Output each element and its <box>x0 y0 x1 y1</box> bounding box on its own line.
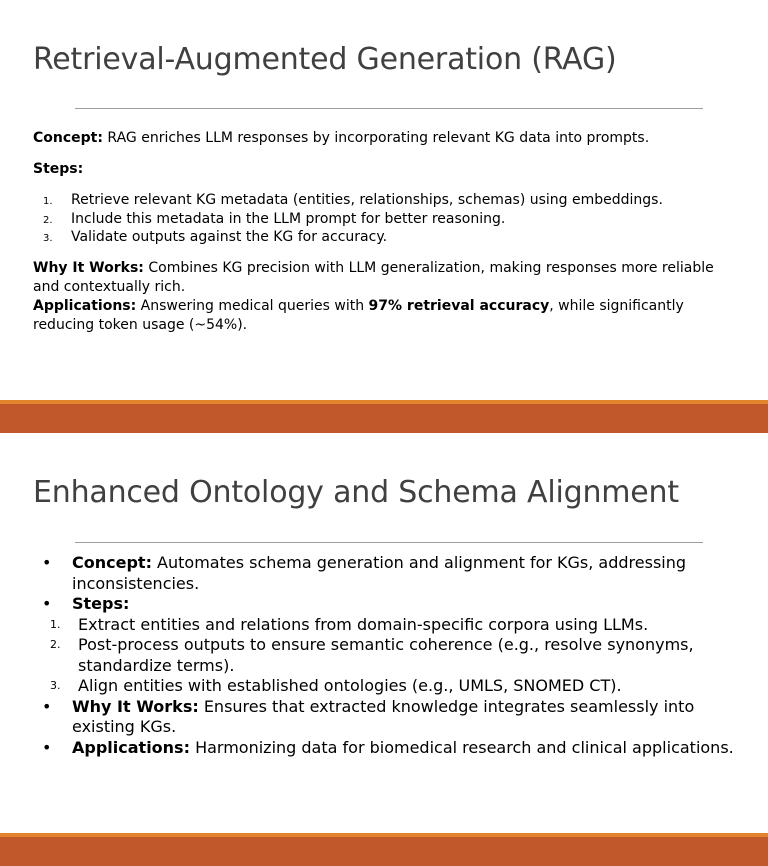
list-item <box>40 635 740 676</box>
applications-text-end: , while significantly reducing token usage (~54%). <box>33 297 684 333</box>
why-label: Why It Works: <box>72 696 199 716</box>
steps-label: Steps: <box>72 594 130 613</box>
applications-text: Harmonizing data for biomedical research and clinical applications. <box>189 737 734 757</box>
concept-text: Automates schema generation and alignment for KGs, addressing inconsistencies. <box>72 553 687 593</box>
bullet-concept <box>40 553 740 594</box>
title-divider <box>75 108 703 109</box>
step-text: Extract entities and relations from domain-specific corpora using LLMs. <box>78 614 649 634</box>
bullet-why <box>40 697 740 738</box>
step-number: 2. <box>50 638 61 651</box>
step-number: 3. <box>43 233 53 244</box>
applications-text: Answering medical queries with <box>136 297 369 314</box>
bullet-steps <box>40 594 740 615</box>
slide-footer-bar <box>0 833 768 866</box>
why-text: Combines KG precision with LLM generalization, making responses more reliable and contextually rich. <box>33 259 714 295</box>
why-paragraph <box>33 259 728 297</box>
bullet-icon: • <box>42 553 52 572</box>
step-number: 1. <box>43 196 53 207</box>
list-item <box>33 228 728 247</box>
slide-title: Retrieval-Augmented Generation (RAG) <box>33 42 617 77</box>
concept-text: RAG enriches LLM responses by incorporating relevant KG data into prompts. <box>102 130 650 146</box>
step-text: Post-process outputs to ensure semantic coherence (e.g., resolve synonyms, standardize terms). <box>78 635 694 675</box>
concept-label: Concept: <box>33 130 103 146</box>
why-label: Why It Works: <box>33 259 144 276</box>
bullet-list-continued <box>40 697 740 759</box>
steps-list <box>33 191 728 247</box>
steps-label: Steps: <box>33 161 84 177</box>
why-text: Ensures that extracted knowledge integrates seamlessly into existing KGs. <box>72 696 695 736</box>
slide-body <box>40 553 740 758</box>
slide-body <box>33 129 728 335</box>
bullet-applications <box>40 738 740 759</box>
step-number: 3. <box>50 679 61 692</box>
bullet-list <box>40 553 740 615</box>
concept-paragraph <box>33 129 728 148</box>
steps-list <box>40 615 740 697</box>
concept-label: Concept: <box>72 553 152 572</box>
applications-label: Applications: <box>72 737 190 757</box>
step-text: Include this metadata in the LLM prompt for better reasoning. <box>71 210 506 227</box>
step-number: 1. <box>50 617 61 631</box>
step-text: Validate outputs against the KG for accuracy. <box>71 229 388 245</box>
applications-label: Applications: <box>33 297 137 314</box>
accuracy-highlight: 97% retrieval accuracy <box>368 297 550 314</box>
bullet-icon: • <box>42 696 52 716</box>
slide-footer-bar <box>0 400 768 433</box>
applications-paragraph <box>33 297 728 335</box>
step-number: 2. <box>43 214 53 226</box>
step-text: Align entities with established ontologies (e.g., UMLS, SNOMED CT). <box>78 676 622 695</box>
list-item <box>33 191 728 210</box>
list-item <box>40 615 740 636</box>
bullet-icon: • <box>42 594 52 613</box>
slide-title: Enhanced Ontology and Schema Alignment <box>33 475 679 510</box>
step-text: Retrieve relevant KG metadata (entities, relationships, schemas) using embeddings. <box>71 192 663 208</box>
list-item <box>40 676 740 697</box>
slide-rag <box>0 0 768 400</box>
list-item <box>33 210 728 229</box>
bullet-icon: • <box>42 737 52 757</box>
slide-ontology-alignment <box>0 433 768 833</box>
title-divider <box>75 542 703 543</box>
